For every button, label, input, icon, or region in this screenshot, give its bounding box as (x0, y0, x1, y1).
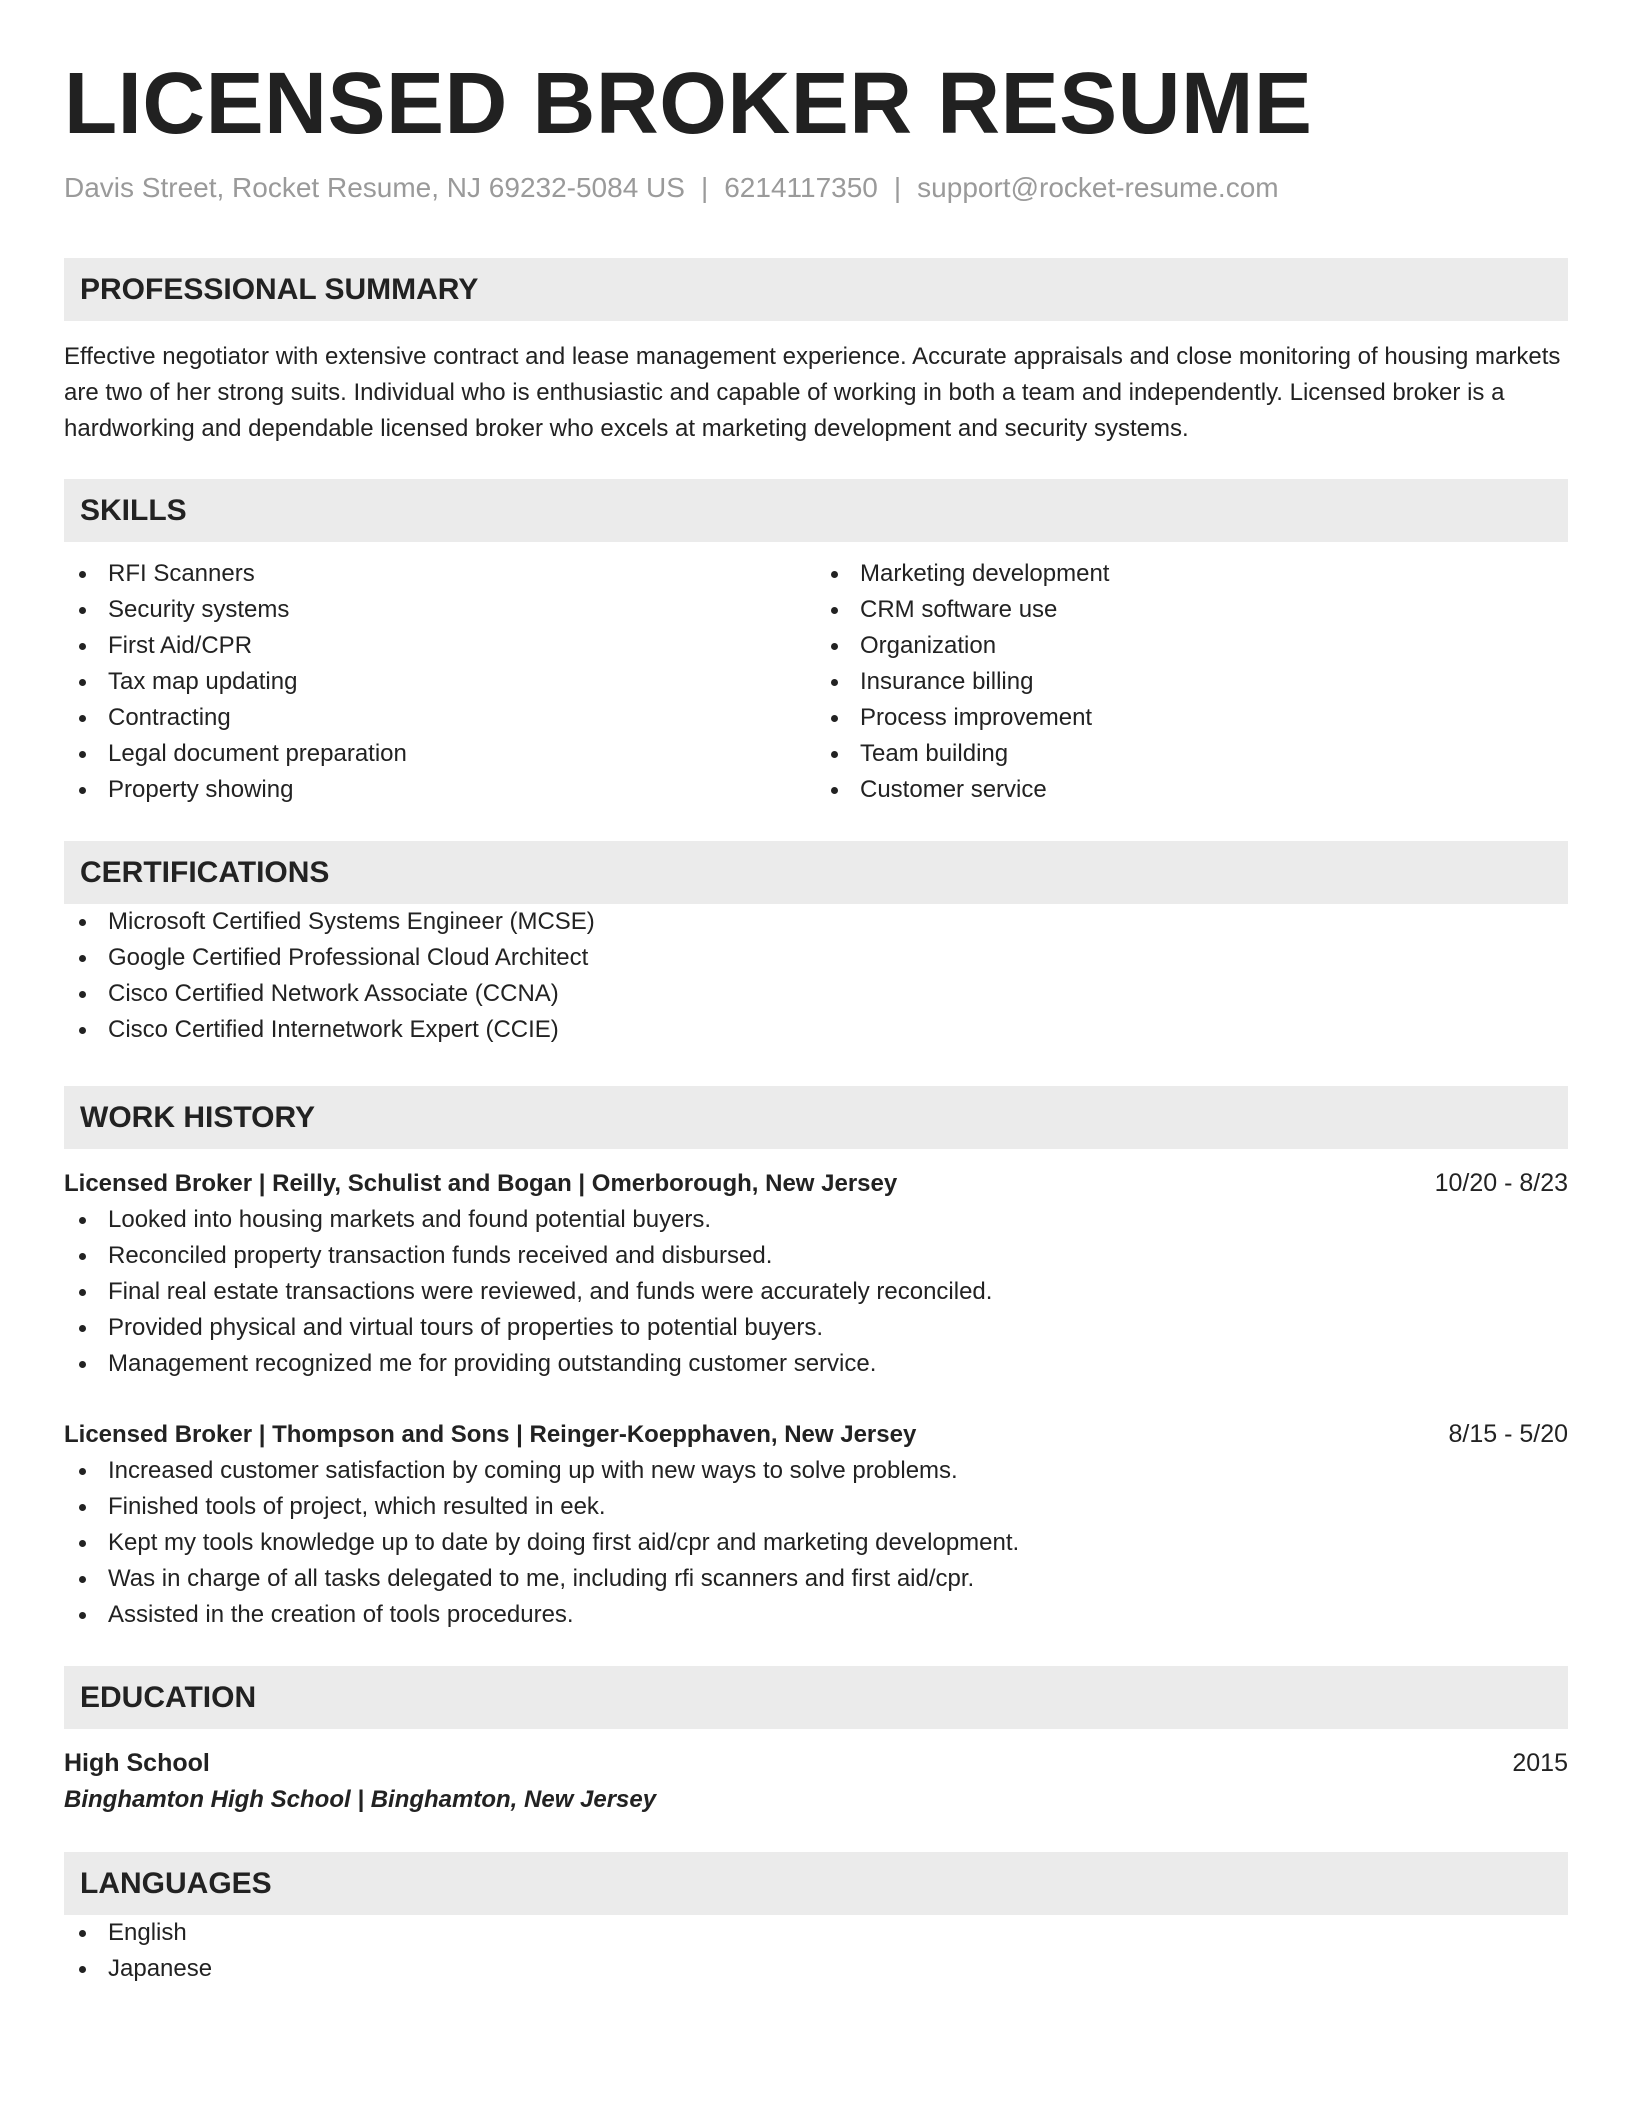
skill-item: Organization (816, 628, 1568, 664)
education-year: 2015 (1512, 1749, 1568, 1777)
certification-item: Cisco Certified Internetwork Expert (CCIE) (64, 1012, 1568, 1048)
job-duty-item: Increased customer satisfaction by coming up with new ways to solve problems. (64, 1453, 1568, 1489)
skill-item: Team building (816, 736, 1568, 772)
job-duty-item: Finished tools of project, which resulted in eek. (64, 1489, 1568, 1525)
summary-text: Effective negotiator with extensive contract and lease management experience. Accurate appraisals and close monitoring of housing markets are two of her strong suits. Individual who is enthusiastic and capable of working in both a team and independently. Licensed broker is a hardworking and dependable licensed broker who excels at marketing development and security systems. (64, 343, 1561, 442)
certification-item: Microsoft Certified Systems Engineer (MCSE) (64, 904, 1568, 940)
skills-list (64, 556, 1568, 808)
job-title: Licensed Broker | Reilly, Schulist and Bogan | Omerborough, New Jersey (64, 1170, 898, 1197)
job-duty-item: Kept my tools knowledge up to date by doing first aid/cpr and marketing development. (64, 1525, 1568, 1561)
skill-item: First Aid/CPR (64, 628, 816, 664)
job-duty-item: Was in charge of all tasks delegated to me, including rfi scanners and first aid/cpr. (64, 1561, 1568, 1597)
education-entry (64, 1745, 1568, 1819)
education-school: Binghamton High School | Binghamton, New Jersey (64, 1786, 657, 1813)
language-item: English (64, 1915, 1568, 1951)
skill-item: Legal document preparation (64, 736, 816, 772)
job-dates: 10/20 - 8/23 (1434, 1169, 1568, 1197)
skill-item: Process improvement (816, 700, 1568, 736)
certification-item: Cisco Certified Network Associate (CCNA) (64, 976, 1568, 1012)
skill-item: Tax map updating (64, 664, 816, 700)
job-duty-item: Final real estate transactions were reviewed, and funds were accurately reconciled. (64, 1274, 1568, 1310)
section-heading-work-history: WORK HISTORY (64, 1086, 1568, 1149)
skill-item: CRM software use (816, 592, 1568, 628)
contact-address: Davis Street, Rocket Resume, NJ 69232-5084 US (64, 172, 685, 203)
contact-phone: 6214117350 (724, 172, 878, 203)
education-degree: High School (64, 1749, 210, 1777)
job-duty-item: Provided physical and virtual tours of properties to potential buyers. (64, 1310, 1568, 1346)
job-entry (64, 1165, 1568, 1382)
skill-item: Contracting (64, 700, 816, 736)
skill-item: Customer service (816, 772, 1568, 808)
resume-title: LICENSED BROKER RESUME (64, 55, 1313, 152)
job-duty-item: Reconciled property transaction funds received and disbursed. (64, 1238, 1568, 1274)
section-heading-summary: PROFESSIONAL SUMMARY (64, 258, 1568, 321)
skills-column-left (64, 556, 816, 808)
skill-item: Security systems (64, 592, 816, 628)
contact-separator: | (893, 172, 902, 203)
contact-separator: | (700, 172, 709, 203)
job-entry (64, 1416, 1568, 1633)
certification-item: Google Certified Professional Cloud Architect (64, 940, 1568, 976)
job-header (64, 1416, 1568, 1453)
skill-item: RFI Scanners (64, 556, 816, 592)
skills-column-right (816, 556, 1568, 808)
contact-email: support@rocket-resume.com (917, 172, 1279, 203)
job-dates: 8/15 - 5/20 (1448, 1420, 1568, 1448)
section-heading-education: EDUCATION (64, 1666, 1568, 1729)
job-duty-item: Management recognized me for providing outstanding customer service. (64, 1346, 1568, 1382)
job-duties-list (64, 1453, 1568, 1633)
education-header (64, 1745, 1568, 1781)
skill-item: Property showing (64, 772, 816, 808)
section-heading-certifications: CERTIFICATIONS (64, 841, 1568, 904)
job-duties-list (64, 1202, 1568, 1382)
languages-list (64, 1915, 1568, 1987)
job-title: Licensed Broker | Thompson and Sons | Reinger-Koepphaven, New Jersey (64, 1421, 917, 1448)
skill-item: Insurance billing (816, 664, 1568, 700)
contact-line (64, 170, 1568, 206)
job-header (64, 1165, 1568, 1202)
skill-item: Marketing development (816, 556, 1568, 592)
section-heading-languages: LANGUAGES (64, 1852, 1568, 1915)
certifications-list (64, 904, 1568, 1048)
job-duty-item: Assisted in the creation of tools procedures. (64, 1597, 1568, 1633)
section-heading-skills: SKILLS (64, 479, 1568, 542)
language-item: Japanese (64, 1951, 1568, 1987)
job-duty-item: Looked into housing markets and found potential buyers. (64, 1202, 1568, 1238)
